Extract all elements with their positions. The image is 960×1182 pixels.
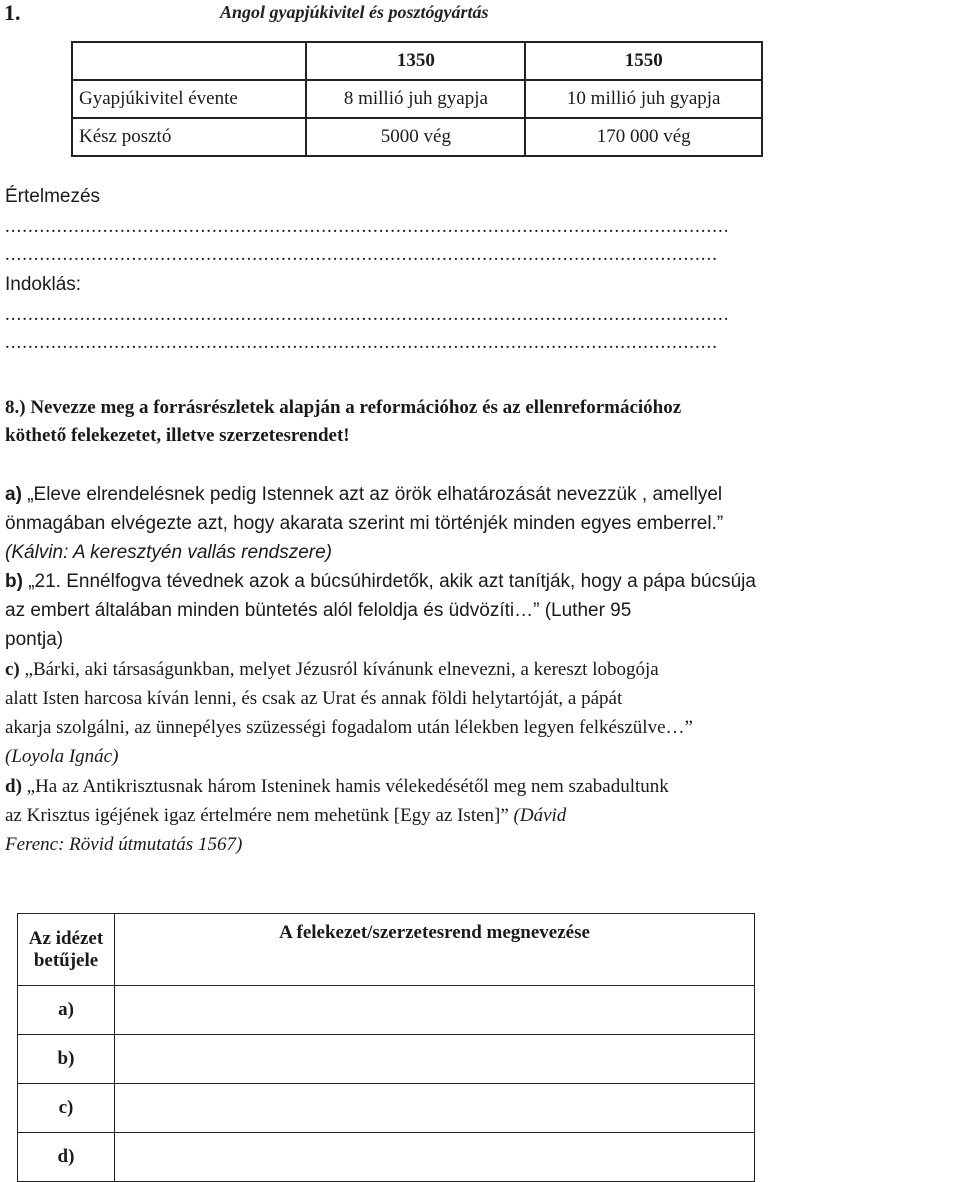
answer-cell[interactable] (115, 1035, 755, 1084)
answer-cell[interactable] (115, 1084, 755, 1133)
table-cell: 8 millió juh gyapja (306, 80, 525, 118)
quote-source: Ferenc: Rövid útmutatás 1567) (5, 834, 243, 855)
quote-label: a) (5, 484, 22, 505)
quote-label: d) (5, 776, 22, 797)
quote-c (5, 655, 659, 684)
task-title: Angol gyapjúkivitel és posztógyártás (220, 2, 489, 22)
quote-source: (Kálvin: A keresztyén vallás rendszere) (5, 542, 332, 563)
table-header-cell: 1350 (306, 42, 525, 80)
quote-d-line (5, 801, 566, 830)
row-label: d) (18, 1133, 115, 1182)
quote-label: b) (5, 571, 23, 592)
table-row (72, 118, 762, 156)
table-header-row (18, 914, 755, 986)
table-row (72, 80, 762, 118)
quote-a-line: önmagában elvégezte azt, hogy akarata szerint mi történjék minden egyes emberrel.” (5, 513, 724, 534)
quote-c-line: akarja szolgálni, az ünnepélyes szüzességi fogadalom után lélekben legyen felkészülve…” (5, 717, 693, 738)
quote-text: „Bárki, aki társaságunkban, melyet Jézusról kívánunk elnevezni, a kereszt lobogója (24, 659, 659, 680)
quote-label: c) (5, 659, 20, 680)
quote-source: (Dávid (513, 805, 567, 826)
answer-table (17, 913, 755, 1182)
question-title (5, 393, 681, 422)
table-cell: Gyapjúkivitel évente (72, 80, 306, 118)
answer-line[interactable]: ............................................................................................................................ (5, 244, 718, 265)
question-title-line: 8.) Nevezze meg a forrásrészletek alapján a reformációhoz és az ellenreformációhoz (5, 397, 682, 418)
wool-export-table (71, 41, 763, 157)
table-header-cell (72, 42, 306, 80)
question-title-line: köthető felekezetet, illetve szerzetesrendet! (5, 425, 350, 446)
quote-text: az Krisztus igéjének igaz értelmére nem mehetünk [Egy az Isten]” (5, 805, 509, 826)
table-row (18, 1035, 755, 1084)
quote-text: „Eleve elrendelésnek pedig Istennek azt az örök elhatározását nevezzük , amellyel (27, 484, 723, 505)
row-label: b) (18, 1035, 115, 1084)
table-cell: 170 000 vég (525, 118, 762, 156)
table-header-cell: 1550 (525, 42, 762, 80)
quote-b-line: az embert általában minden büntetés alól feloldja és üdvözíti…” (Luther 95 (5, 600, 632, 621)
quote-d (5, 772, 669, 801)
answer-line[interactable]: .............................................................................................................................. (5, 304, 730, 325)
table-header-row (72, 42, 762, 80)
table-cell: 5000 vég (306, 118, 525, 156)
row-label: a) (18, 986, 115, 1035)
table-cell: 10 millió juh gyapja (525, 80, 762, 118)
answer-line[interactable]: .............................................................................................................................. (5, 216, 730, 237)
quote-c-line: alatt Isten harcosa kíván lenni, és csak az Urat és annak földi helytartóját, a pápát (5, 688, 623, 709)
table-header-cell (18, 914, 115, 986)
task-number: 1. (4, 0, 21, 25)
answer-cell[interactable] (115, 1133, 755, 1182)
header-text: betűjele (33, 949, 99, 971)
interpretation-label: Értelmezés (5, 186, 101, 207)
quote-b (5, 567, 756, 596)
answer-line[interactable]: ............................................................................................................................ (5, 332, 718, 353)
quote-text: „21. Ennélfogva tévednek azok a búcsúhirdetők, akik azt tanítják, hogy a pápa búcsúja (28, 571, 756, 592)
quote-a (5, 480, 722, 509)
quote-source: (Loyola Ignác) (5, 746, 119, 767)
answer-cell[interactable] (115, 986, 755, 1035)
row-label: c) (18, 1084, 115, 1133)
table-row (18, 1084, 755, 1133)
quote-text: „Ha az Antikrisztusnak három Isteninek hamis vélekedésétől meg nem szabadultunk (26, 776, 669, 797)
quote-b-line: pontja) (5, 629, 64, 650)
table-cell: Kész posztó (72, 118, 306, 156)
table-row (18, 1133, 755, 1182)
header-text: Az idézet (28, 927, 104, 949)
table-row (18, 986, 755, 1035)
table-header-cell: A felekezet/szerzetesrend megnevezése (115, 914, 755, 986)
question-title (5, 421, 350, 450)
reason-label: Indoklás: (5, 274, 82, 295)
